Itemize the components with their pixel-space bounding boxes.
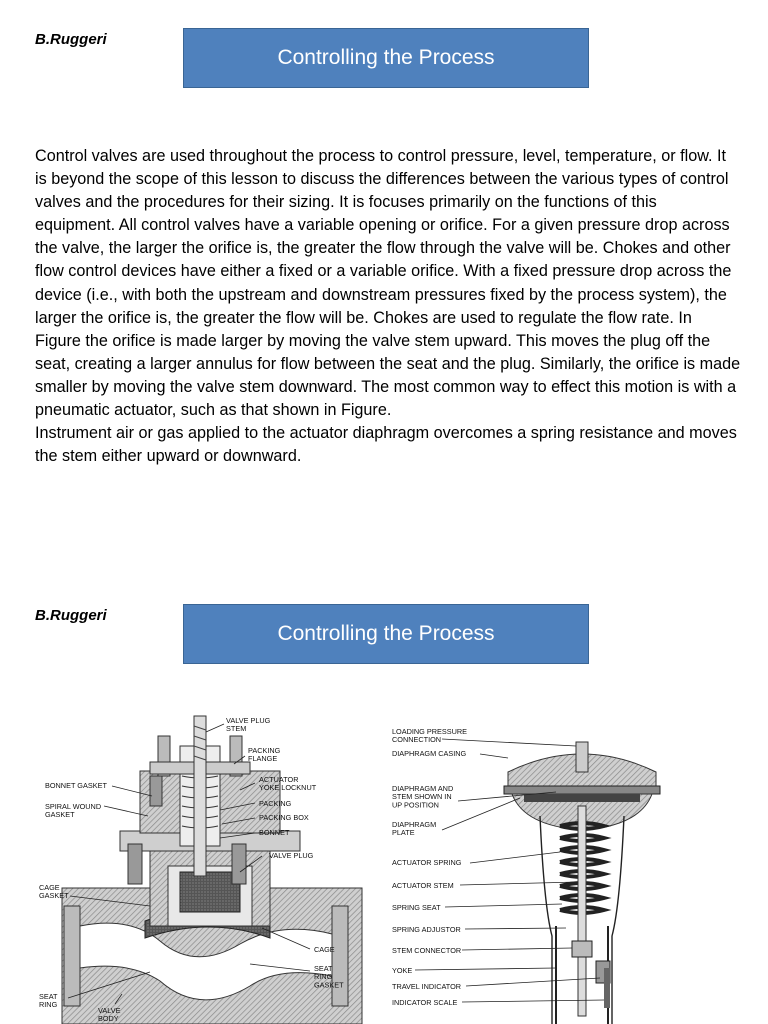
label-line: PLATE: [392, 828, 415, 838]
label-valve-body: VALVE BODY: [98, 1006, 121, 1024]
label-bonnet-gasket: BONNET GASKET: [45, 781, 107, 790]
label-line: GASKET: [39, 891, 69, 901]
valve-cross-section-figure: [0, 576, 768, 1024]
label-travel-indicator: TRAVEL INDICATOR: [392, 982, 462, 991]
label-stem-connector: STEM CONNECTOR: [392, 946, 462, 955]
label-line: GASKET: [314, 980, 344, 990]
author-name: B.Ruggeri: [35, 607, 107, 624]
label-packing: PACKING: [259, 799, 292, 808]
label-line: CONNECTION: [392, 735, 442, 745]
label-spiral-wound-gasket: SPIRAL WOUND GASKET: [45, 802, 102, 820]
label-actuator-spring: ACTUATOR SPRING: [392, 858, 462, 867]
label-line: YOKE LOCKNUT: [259, 783, 317, 793]
slide-title: [183, 28, 589, 88]
label-packing-flange: PACKING FLANGE: [248, 746, 281, 764]
label-line: UP POSITION: [392, 800, 439, 810]
label-bonnet: BONNET: [259, 828, 290, 837]
label-indicator-scale: INDICATOR SCALE: [392, 998, 458, 1007]
label-valve-plug-stem: VALVE PLUG STEM: [226, 716, 271, 734]
label-diaphragm-casing: DIAPHRAGM CASING: [392, 749, 467, 758]
label-yoke: YOKE: [392, 966, 413, 975]
slide-title-text: Controlling the Process: [277, 46, 495, 69]
label-line: STEM SHOWN IN: [392, 792, 452, 802]
label-cage: CAGE: [314, 945, 335, 954]
label-loading-pressure-connection: LOADING PRESSURE CONNECTION: [392, 727, 468, 745]
paragraph: Control valves are used throughout the process to control pressure, level, temperature, or flow. It is beyond the scope of this lesson to discuss the differences between the various types of control valves and the procedures for their sizing. It is focuses primarily on the functions of this equipment. All control valves have a variable opening or orifice. For a given pressure drop across the valve, the larger the orifice is, the greater the flow through the valve will be. Chokes and other flow control devices have either a fixed or a variable orifice. With a fixed pressure drop across the device (i.e., with both the upstream and downstream pressures fixed by the process system), the larger the orifice is, the greater the flow will be. Chokes are used to regulate the flow rate. In Figure the orifice is made larger by moving the valve stem upward. This moves the plug off the seat, creating a larger annulus for flow between the seat and the plug. Similarly, the orifice is made smaller by moving the valve stem downward. The most common way to effect this motion is with a pneumatic actuator, such as that shown in Figure.: [35, 147, 741, 420]
label-cage-gasket: CAGE GASKET: [39, 883, 69, 901]
label-line: GASKET: [45, 810, 75, 820]
label-seat-ring-gasket: SEAT RING GASKET: [314, 964, 344, 990]
label-line: RING: [314, 972, 333, 982]
paragraph: Instrument air or gas applied to the actuator diaphragm overcomes a spring resistance and moves the stem either upward or downward.: [35, 424, 737, 466]
label-diaphragm-plate: DIAPHRAGM PLATE: [392, 820, 437, 838]
label-valve-plug: VALVE PLUG: [269, 851, 314, 860]
label-line: BODY: [98, 1014, 119, 1024]
slide-2: [0, 576, 768, 1024]
author-name: B.Ruggeri: [35, 31, 107, 48]
label-diaphragm-and-stem: DIAPHRAGM AND STEM SHOWN IN UP POSITION: [392, 784, 454, 810]
label-packing-box: PACKING BOX: [259, 813, 309, 822]
label-spring-seat: SPRING SEAT: [392, 903, 441, 912]
label-seat-ring: SEAT RING: [39, 992, 58, 1010]
label-actuator-stem: ACTUATOR STEM: [392, 881, 454, 890]
label-line: FLANGE: [248, 754, 278, 764]
label-line: RING: [39, 1000, 58, 1010]
label-actuator-yoke-locknut: ACTUATOR YOKE LOCKNUT: [259, 775, 317, 793]
slide-title-text: Controlling the Process: [277, 622, 495, 645]
label-spring-adjustor: SPRING ADJUSTOR: [392, 925, 461, 934]
label-line: STEM: [226, 724, 247, 734]
body-text: [35, 145, 741, 468]
